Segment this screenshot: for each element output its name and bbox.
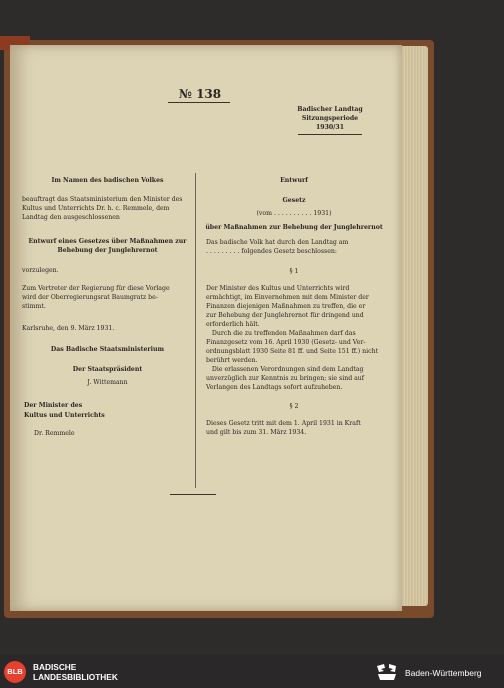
header-line: Sitzungsperiode — [301, 115, 359, 122]
minister-name: Dr. Remmele — [34, 430, 75, 437]
paragraph-1-line: zur Behebung der Junglehrernot für dringend und — [206, 312, 364, 319]
bill-title-line: Entwurf eines Gesetzes über Maßnahmen zur — [28, 238, 187, 245]
law-heading: Gesetz — [282, 197, 306, 204]
paragraph-1-line: ermächtigt, im Einvernehmen mit dem Minister der — [206, 294, 369, 301]
minister-title-line: Kultus und Unterrichts — [24, 412, 105, 419]
representative-line: Zum Vertreter der Regierung für diese Vorlage — [22, 285, 170, 292]
paragraph-1-line: berührt werden. — [206, 357, 258, 364]
state-name[interactable]: Baden-Württemberg — [405, 668, 482, 678]
document-number: № 138 — [178, 87, 222, 101]
header-line: 1930/31 — [315, 124, 345, 131]
left-heading: Im Namen des badischen Volkes — [51, 177, 164, 184]
enactment-line: . . . . . . . . . folgendes Gesetz beschlossen: — [206, 248, 337, 255]
blb-name[interactable] — [33, 662, 118, 682]
ministry-name: Das Badische Staatsministerium — [50, 346, 165, 353]
header-line: Badischer Landtag — [297, 106, 363, 113]
paragraph-2-line: Dieses Gesetz tritt mit dem 1. April 1931 in Kraft — [206, 420, 361, 427]
paragraph-2-line: und gilt bis zum 31. März 1934. — [206, 429, 307, 436]
document-page — [10, 45, 402, 611]
paragraph-1-line: Durch die zu treffenden Maßnahmen darf das — [206, 330, 356, 337]
lions-icon — [375, 662, 399, 682]
blb-logo[interactable]: BLB — [4, 661, 26, 683]
number-underline — [168, 102, 230, 103]
paragraph-1-line: Finanzen diejenigen Maßnahmen zu treffen, die er — [206, 303, 366, 310]
law-date: (vom . . . . . . . . . . 1931) — [256, 210, 332, 217]
closing-rule — [170, 494, 216, 495]
paragraph-2-label: § 2 — [289, 403, 299, 410]
paragraph-1-line: Finanzgesetz vom 16. April 1930 (Gesetz- und Ver- — [206, 339, 366, 346]
draft-heading: Entwurf — [280, 177, 308, 184]
bill-title-line: Behebung der Junglehrernot — [57, 247, 158, 254]
paragraph-1-line: erforderlich hält. — [206, 321, 260, 328]
paragraph-1-line: Verlangen des Landtags sofort aufzuheben. — [206, 384, 343, 391]
intro-line: Landtag den ausgeschlossenen — [22, 214, 120, 221]
president-name: J. Wittemann — [87, 379, 128, 386]
enactment-line: Das badische Volk hat durch den Landtag am — [206, 239, 349, 246]
blb-name-line: BADISCHE — [33, 662, 77, 672]
paragraph-1-line: Die erlassenen Verordnungen sind dem Landtag — [206, 366, 364, 373]
paragraph-1-line: ordnungsblatt 1930 Seite 81 ff. und Seite 151 ff.) nicht — [206, 348, 379, 355]
blb-name-line: LANDESBIBLIOTHEK — [33, 672, 118, 682]
vorzulegen-text: vorzulegen. — [22, 267, 59, 274]
paragraph-1-line: Der Minister des Kultus und Unterrichts wird — [206, 285, 350, 292]
representative-line: wird der Oberregierungsrat Baumgratz be- — [22, 294, 158, 301]
page-edges — [398, 46, 428, 606]
intro-line: beauftragt das Staatsministerium den Minister des — [22, 196, 183, 203]
header-underline — [298, 134, 362, 135]
paragraph-1-line: unverzüglich zur Kenntnis zu bringen; sie sind auf — [206, 375, 365, 382]
place-date: Karlsruhe, den 9. März 1931. — [22, 325, 115, 332]
president-title: Der Staatspräsident — [72, 366, 143, 373]
intro-line: Kultus und Unterrichts Dr. h. c. Remmele, dem — [22, 205, 170, 212]
representative-line: stimmt. — [22, 303, 46, 310]
column-divider — [195, 173, 196, 488]
paragraph-1-label: § 1 — [289, 268, 299, 275]
law-title: über Maßnahmen zur Behebung der Junglehrernot — [205, 224, 383, 231]
minister-title-line: Der Minister des — [24, 402, 83, 409]
